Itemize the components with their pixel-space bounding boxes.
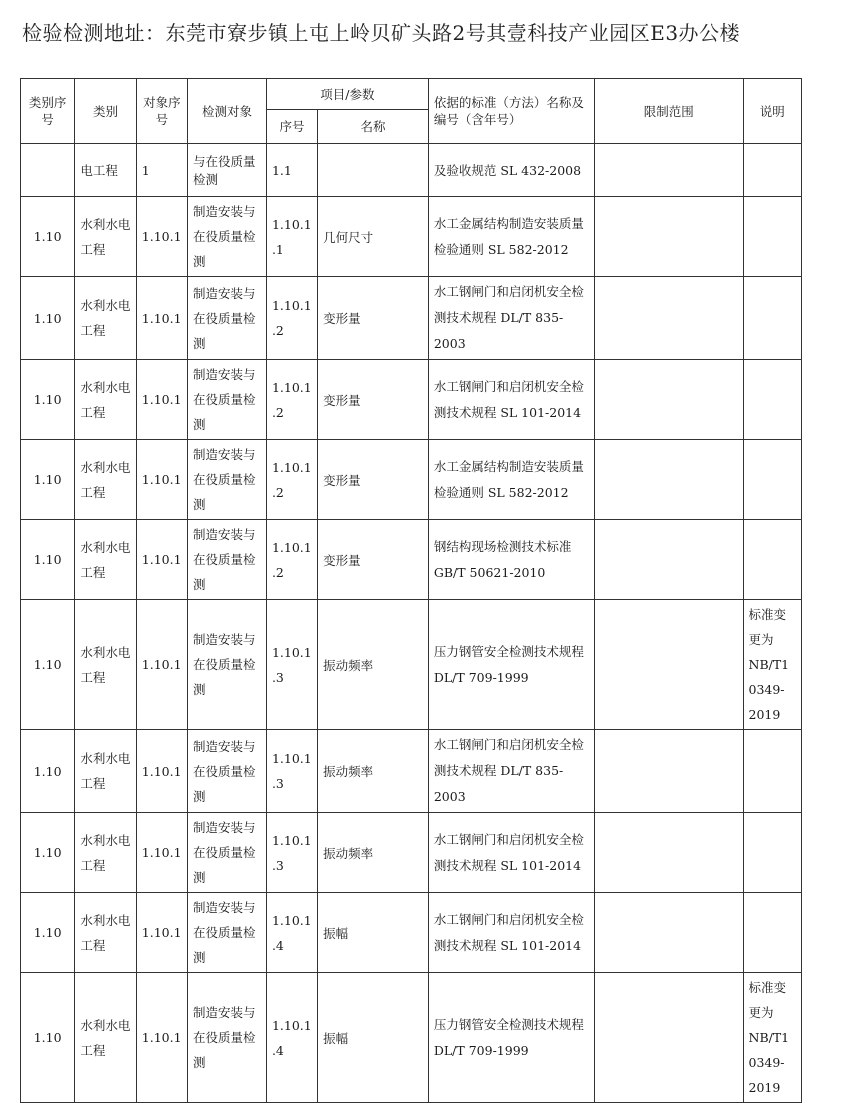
- cell-item-no: 1.10.1.4: [266, 893, 317, 973]
- cell-item-name: 振动频率: [318, 730, 429, 813]
- cell-item-name: 几何尺寸: [318, 197, 429, 277]
- cell-item-no: 1.10.1.1: [266, 197, 317, 277]
- cell-object: 制造安装与在役质量检测: [188, 197, 267, 277]
- cell-item-no: 1.10.1.2: [266, 277, 317, 360]
- table-row: [21, 730, 802, 813]
- cell-item-no: 1.1: [266, 144, 317, 197]
- col-item-name: 名称: [318, 110, 429, 144]
- cell-cat-no: 1.10: [21, 277, 75, 360]
- col-item-group: 项目/参数: [266, 79, 428, 110]
- header-row: [21, 79, 802, 110]
- cell-standard: 水工钢闸门和启闭机安全检测技术规程 SL 101-2014: [428, 813, 594, 893]
- cell-limit: [594, 893, 743, 973]
- cell-item-name: [318, 144, 429, 197]
- cell-item-name: 变形量: [318, 520, 429, 600]
- cell-object: 制造安装与在役质量检测: [188, 893, 267, 973]
- table-row: [21, 520, 802, 600]
- cell-cat-no: [21, 144, 75, 197]
- table-row: [21, 893, 802, 973]
- cell-item-name: 变形量: [318, 277, 429, 360]
- cell-cat-no: 1.10: [21, 520, 75, 600]
- cell-standard: 及验收规范 SL 432-2008: [428, 144, 594, 197]
- cell-limit: [594, 440, 743, 520]
- cell-standard: 压力钢管安全检测技术规程 DL/T 709-1999: [428, 973, 594, 1103]
- cell-object: 制造安装与在役质量检测: [188, 973, 267, 1103]
- cell-cat-no: 1.10: [21, 730, 75, 813]
- test-address: 检验检测地址：东莞市寮步镇上屯上岭贝矿头路2号其壹科技产业园区E3办公楼: [22, 21, 741, 45]
- cell-object: 制造安装与在役质量检测: [188, 440, 267, 520]
- col-standard: 依据的标准（方法）名称及编号（含年号）: [428, 79, 594, 144]
- cell-object: 制造安装与在役质量检测: [188, 277, 267, 360]
- cell-category: 水利水电工程: [75, 813, 136, 893]
- col-note: 说明: [743, 79, 802, 144]
- table-row: [21, 440, 802, 520]
- cell-standard: 压力钢管安全检测技术规程 DL/T 709-1999: [428, 600, 594, 730]
- cell-limit: [594, 277, 743, 360]
- cell-object: 与在役质量检测: [188, 144, 267, 197]
- cell-cat-no: 1.10: [21, 973, 75, 1103]
- table-row: [21, 360, 802, 440]
- cell-standard: 水工金属结构制造安装质量检验通则 SL 582-2012: [428, 197, 594, 277]
- cell-cat-no: 1.10: [21, 893, 75, 973]
- cell-standard: 水工钢闸门和启闭机安全检测技术规程 SL 101-2014: [428, 893, 594, 973]
- accreditation-table: [20, 78, 802, 1103]
- table-row-continued: [21, 144, 802, 197]
- cell-note: 标准变更为NB/T10349-2019: [743, 600, 802, 730]
- cell-limit: [594, 813, 743, 893]
- col-cat-no: 类别序号: [21, 79, 75, 144]
- cell-item-no: 1.10.1.3: [266, 600, 317, 730]
- cell-category: 水利水电工程: [75, 600, 136, 730]
- cell-object: 制造安装与在役质量检测: [188, 520, 267, 600]
- cell-item-name: 变形量: [318, 360, 429, 440]
- cell-obj-no: 1.10.1: [136, 893, 187, 973]
- cell-item-name: 变形量: [318, 440, 429, 520]
- col-obj-no: 对象序号: [136, 79, 187, 144]
- cell-standard: 水工钢闸门和启闭机安全检测技术规程 DL/T 835-2003: [428, 730, 594, 813]
- cell-item-no: 1.10.1.2: [266, 440, 317, 520]
- table-row: [21, 973, 802, 1103]
- cell-standard: 水工钢闸门和启闭机安全检测技术规程 SL 101-2014: [428, 360, 594, 440]
- cell-category: 水利水电工程: [75, 520, 136, 600]
- cell-standard: 水工钢闸门和启闭机安全检测技术规程 DL/T 835-2003: [428, 277, 594, 360]
- table-row: [21, 600, 802, 730]
- cell-item-name: 振幅: [318, 973, 429, 1103]
- cell-note: [743, 277, 802, 360]
- cell-item-no: 1.10.1.4: [266, 973, 317, 1103]
- cell-note: [743, 144, 802, 197]
- cell-cat-no: 1.10: [21, 197, 75, 277]
- cell-note: [743, 520, 802, 600]
- cell-item-no: 1.10.1.2: [266, 360, 317, 440]
- cell-category: 电工程: [75, 144, 136, 197]
- cell-object: 制造安装与在役质量检测: [188, 813, 267, 893]
- cell-item-no: 1.10.1.3: [266, 813, 317, 893]
- table-row: [21, 813, 802, 893]
- cell-item-no: 1.10.1.2: [266, 520, 317, 600]
- cell-obj-no: 1.10.1: [136, 813, 187, 893]
- cell-limit: [594, 144, 743, 197]
- cell-limit: [594, 973, 743, 1103]
- cell-obj-no: 1.10.1: [136, 520, 187, 600]
- col-object: 检测对象: [188, 79, 267, 144]
- cell-item-no: 1.10.1.3: [266, 730, 317, 813]
- cell-limit: [594, 360, 743, 440]
- cell-object: 制造安装与在役质量检测: [188, 600, 267, 730]
- cell-item-name: 振动频率: [318, 813, 429, 893]
- cell-category: 水利水电工程: [75, 440, 136, 520]
- col-category: 类别: [75, 79, 136, 144]
- cell-note: 标准变更为NB/T10349-2019: [743, 973, 802, 1103]
- cell-note: [743, 197, 802, 277]
- cell-cat-no: 1.10: [21, 360, 75, 440]
- cell-category: 水利水电工程: [75, 893, 136, 973]
- cell-obj-no: 1.10.1: [136, 440, 187, 520]
- col-item-no: 序号: [266, 110, 317, 144]
- cell-category: 水利水电工程: [75, 360, 136, 440]
- cell-note: [743, 813, 802, 893]
- cell-limit: [594, 730, 743, 813]
- cell-object: 制造安装与在役质量检测: [188, 730, 267, 813]
- cell-obj-no: 1.10.1: [136, 730, 187, 813]
- cell-note: [743, 893, 802, 973]
- col-limit: 限制范围: [594, 79, 743, 144]
- cell-limit: [594, 197, 743, 277]
- cell-obj-no: 1: [136, 144, 187, 197]
- cell-limit: [594, 520, 743, 600]
- cell-note: [743, 440, 802, 520]
- table-row: [21, 197, 802, 277]
- cell-obj-no: 1.10.1: [136, 197, 187, 277]
- cell-category: 水利水电工程: [75, 197, 136, 277]
- cell-object: 制造安装与在役质量检测: [188, 360, 267, 440]
- cell-note: [743, 730, 802, 813]
- cell-obj-no: 1.10.1: [136, 360, 187, 440]
- cell-cat-no: 1.10: [21, 600, 75, 730]
- cell-obj-no: 1.10.1: [136, 973, 187, 1103]
- cell-limit: [594, 600, 743, 730]
- table-row: [21, 277, 802, 360]
- cell-standard: 钢结构现场检测技术标准 GB/T 50621-2010: [428, 520, 594, 600]
- cell-standard: 水工金属结构制造安装质量检验通则 SL 582-2012: [428, 440, 594, 520]
- cell-cat-no: 1.10: [21, 813, 75, 893]
- cell-category: 水利水电工程: [75, 277, 136, 360]
- cell-obj-no: 1.10.1: [136, 277, 187, 360]
- cell-item-name: 振幅: [318, 893, 429, 973]
- cell-category: 水利水电工程: [75, 973, 136, 1103]
- cell-note: [743, 360, 802, 440]
- cell-obj-no: 1.10.1: [136, 600, 187, 730]
- cell-item-name: 振动频率: [318, 600, 429, 730]
- cell-cat-no: 1.10: [21, 440, 75, 520]
- cell-category: 水利水电工程: [75, 730, 136, 813]
